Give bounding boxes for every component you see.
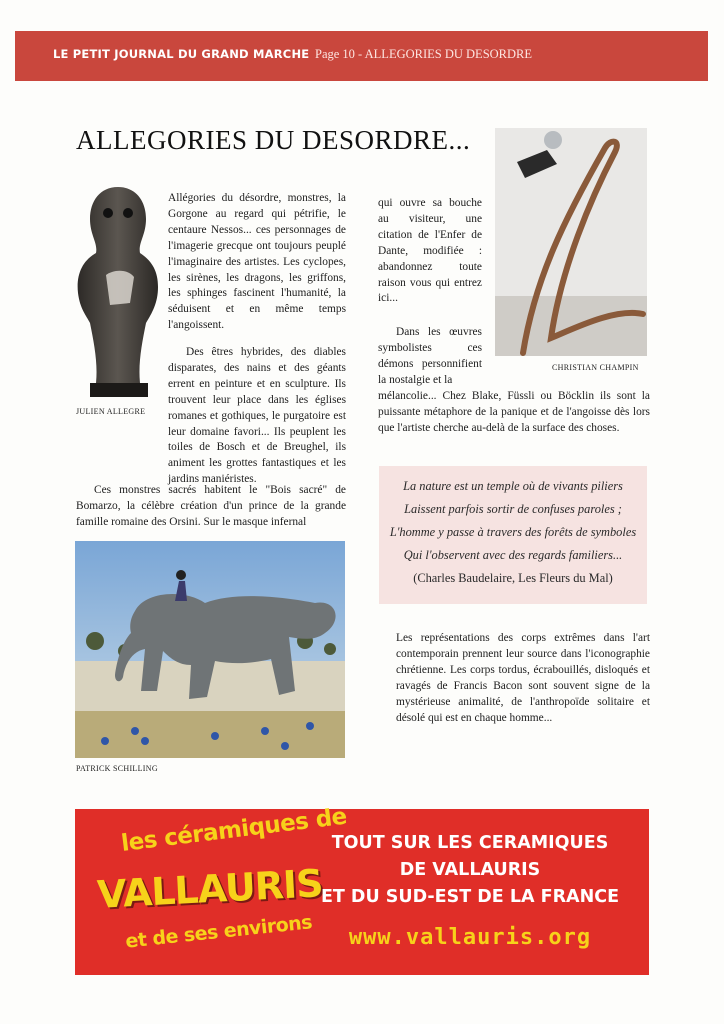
ad-headline: TOUT SUR LES CERAMIQUES bbox=[331, 833, 609, 853]
quote-source: (Charles Baudelaire, Les Fleurs du Mal) bbox=[413, 571, 613, 585]
paragraph: Des êtres hybrides, des diables disparates, des nains et des géants errent en peinture et en sculpture. Ils trouvent leur place dans les églises romanes et gothiques, le purgatoire est leur domaine favori... Ils peuplent les toiles de Bosch et de Breughel, ils animent les grottes fantastiques et les jardins maniéristes. bbox=[168, 346, 346, 486]
paragraph: Ces monstres sacrés habitent le "Bois sacré" de Bomarzo, la célèbre création d'un prince de la grande famille romaine des Orsini. Sur le masque infernal bbox=[76, 484, 346, 528]
ad-url-link[interactable]: www.vallauris.org bbox=[348, 925, 592, 950]
paragraph: Les représentations des corps extrêmes dans l'art contemporain prennent leur source dans l'iconographie chrétienne. Les corps tordus, écrabouillés, disloqués et ravagés de Francis Bacon sont souvent signe de la mystérieuse animalité, de l'anthropoïde solitaire et désolé qui est en chaque homme... bbox=[396, 632, 650, 724]
paragraph: mélancolie... Chez Blake, Füssli ou Böcklin ils sont la puissante métaphore de la panique et de l'angoisse dès lors que l'artiste cherche au-delà de la surface des choses. bbox=[378, 390, 650, 434]
paragraph: Dans les œuvres symbolistes ces démons personnifient la nostalgie et la bbox=[378, 326, 482, 386]
article-column-1-b bbox=[168, 345, 346, 488]
paragraph: qui ouvre sa bouche au visiteur, une citation de l'Enfer de Dante, modifiée : abandonnez toute raison vous qui entrez ici... bbox=[378, 197, 482, 305]
metal-sculpture-image bbox=[495, 128, 647, 356]
ad-logo-line: les céramiques de bbox=[119, 803, 349, 857]
metal-caption: CHRISTIAN CHAMPIN bbox=[552, 363, 639, 372]
article-column-2-b bbox=[378, 325, 482, 389]
painting-caption: PATRICK SCHILLING bbox=[76, 764, 158, 773]
quote-box bbox=[379, 466, 647, 604]
ad-logo-line: et de ses environs bbox=[124, 911, 314, 953]
quote-line: Laissent parfois sortir de confuses paroles ; bbox=[404, 502, 622, 516]
article-title: ALLEGORIES DU DESORDRE... bbox=[76, 125, 471, 155]
publication-name: LE PETIT JOURNAL DU GRAND MARCHE bbox=[53, 47, 310, 61]
sculpture-caption: JULIEN ALLEGRE bbox=[76, 407, 146, 416]
article-column-2 bbox=[378, 196, 482, 307]
quote-line: Qui l'observent avec des regards familiers... bbox=[403, 548, 623, 562]
vallauris-advertisement[interactable] bbox=[75, 803, 649, 975]
quote-line: La nature est un temple où de vivants piliers bbox=[403, 479, 623, 493]
painting-image bbox=[75, 541, 345, 758]
article-column-2-d bbox=[396, 631, 650, 726]
article-column-1 bbox=[168, 191, 346, 334]
page-header bbox=[15, 31, 708, 81]
page-info: Page 10 - ALLEGORIES DU DESORDRE bbox=[315, 47, 533, 61]
paragraph: Allégories du désordre, monstres, la Gorgone au regard qui pétrifie, le centaure Nessos... ces personnages de l'imagerie grecque ont toujours peuplé l'imaginaire des artistes. Les cyclopes, les sirènes, les dragons, les griffons, les sphinges fascinent l'humanité, la séduisent et en même temps l'angoissent. bbox=[168, 192, 346, 332]
article-column-1-c bbox=[76, 483, 346, 531]
ad-logo-word: VALLAURIS bbox=[96, 861, 324, 917]
quote-line: L'homme y passe à travers des forêts de symboles bbox=[389, 525, 637, 539]
ad-headline: ET DU SUD-EST DE LA FRANCE bbox=[320, 887, 620, 907]
sculpture-image bbox=[72, 183, 164, 401]
ad-headline: DE VALLAURIS bbox=[399, 860, 541, 880]
article-column-2-c bbox=[378, 389, 650, 437]
